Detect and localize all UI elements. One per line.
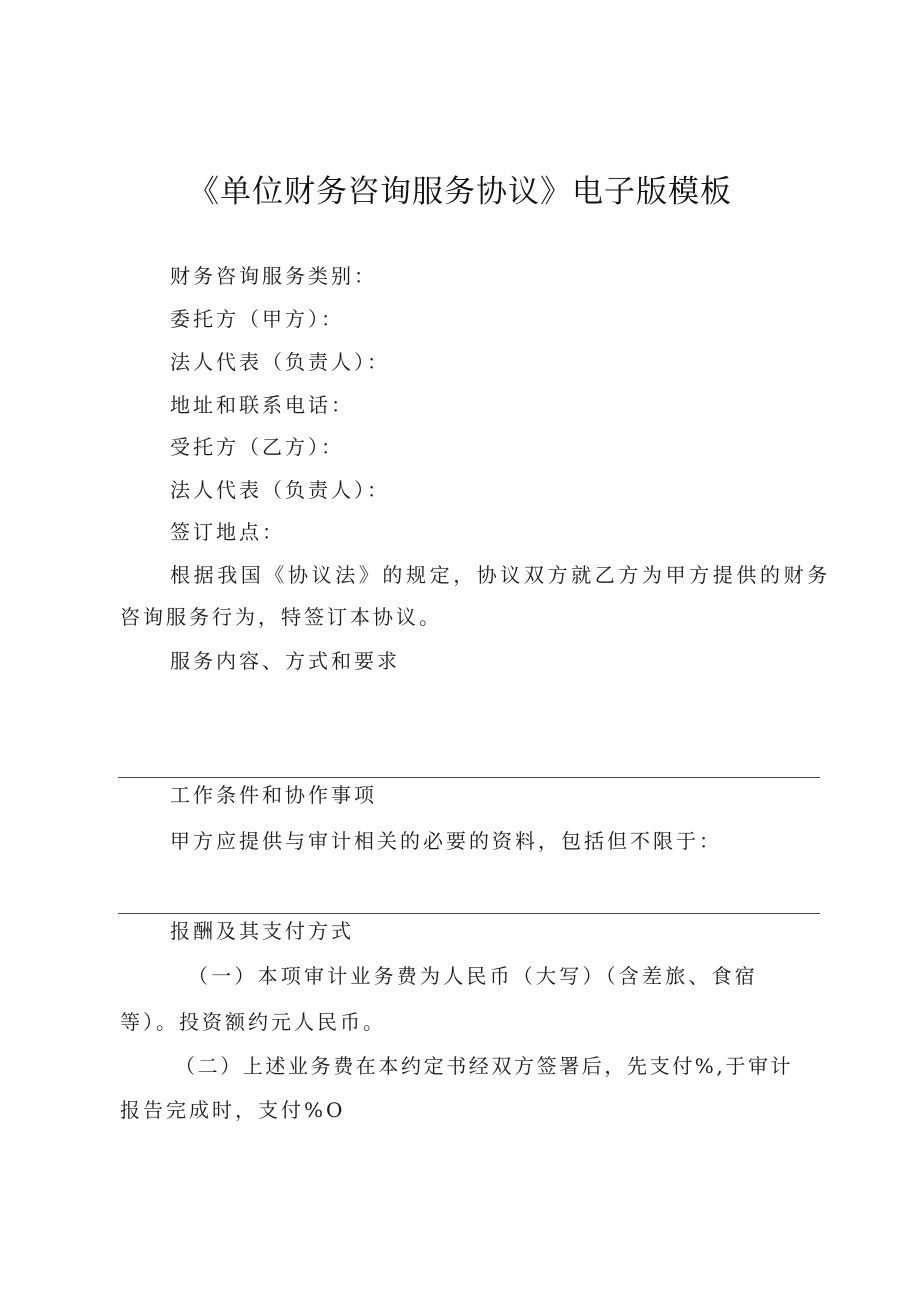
- section-heading-service: 服务内容、方式和要求: [170, 649, 400, 673]
- conditions-text: 甲方应提供与审计相关的必要的资料，包括但不限于：: [170, 829, 722, 853]
- field-client-address-phone: 地址和联系电话：: [170, 393, 354, 417]
- field-contractor: 受托方（乙方）：: [170, 435, 344, 459]
- payment-item-1-line-2: 等）。投资额约元人民币。: [120, 1010, 386, 1034]
- intro-paragraph-line-1: 根据我国《协议法》的规定，协议双方就乙方为甲方提供的财务: [170, 563, 831, 587]
- field-client-representative: 法人代表（负责人）：: [170, 350, 390, 374]
- payment-item-2-line-2: 报告完成时，支付%O: [120, 1098, 346, 1122]
- document-title: 《单位财务咨询服务协议》电子版模板: [188, 174, 732, 210]
- field-service-category: 财务咨询服务类别：: [170, 264, 377, 288]
- payment-item-1-line-1: （一）本项审计业务费为人民币（大写）（含差旅、食宿: [188, 964, 758, 988]
- payment-item-2-line-1: （二）上述业务费在本约定书经双方签署后，先支付%,于审计: [175, 1054, 794, 1078]
- blank-fill-line-service: [118, 777, 820, 778]
- intro-paragraph-line-2: 咨询服务行为，特签订本协议。: [120, 605, 442, 629]
- field-client: 委托方（甲方）：: [170, 307, 344, 331]
- blank-fill-line-conditions: [118, 913, 820, 914]
- field-signing-place: 签订地点：: [170, 520, 285, 544]
- section-heading-conditions: 工作条件和协作事项: [170, 783, 377, 807]
- field-contractor-representative: 法人代表（负责人）：: [170, 478, 390, 502]
- section-heading-payment: 报酬及其支付方式: [170, 919, 354, 943]
